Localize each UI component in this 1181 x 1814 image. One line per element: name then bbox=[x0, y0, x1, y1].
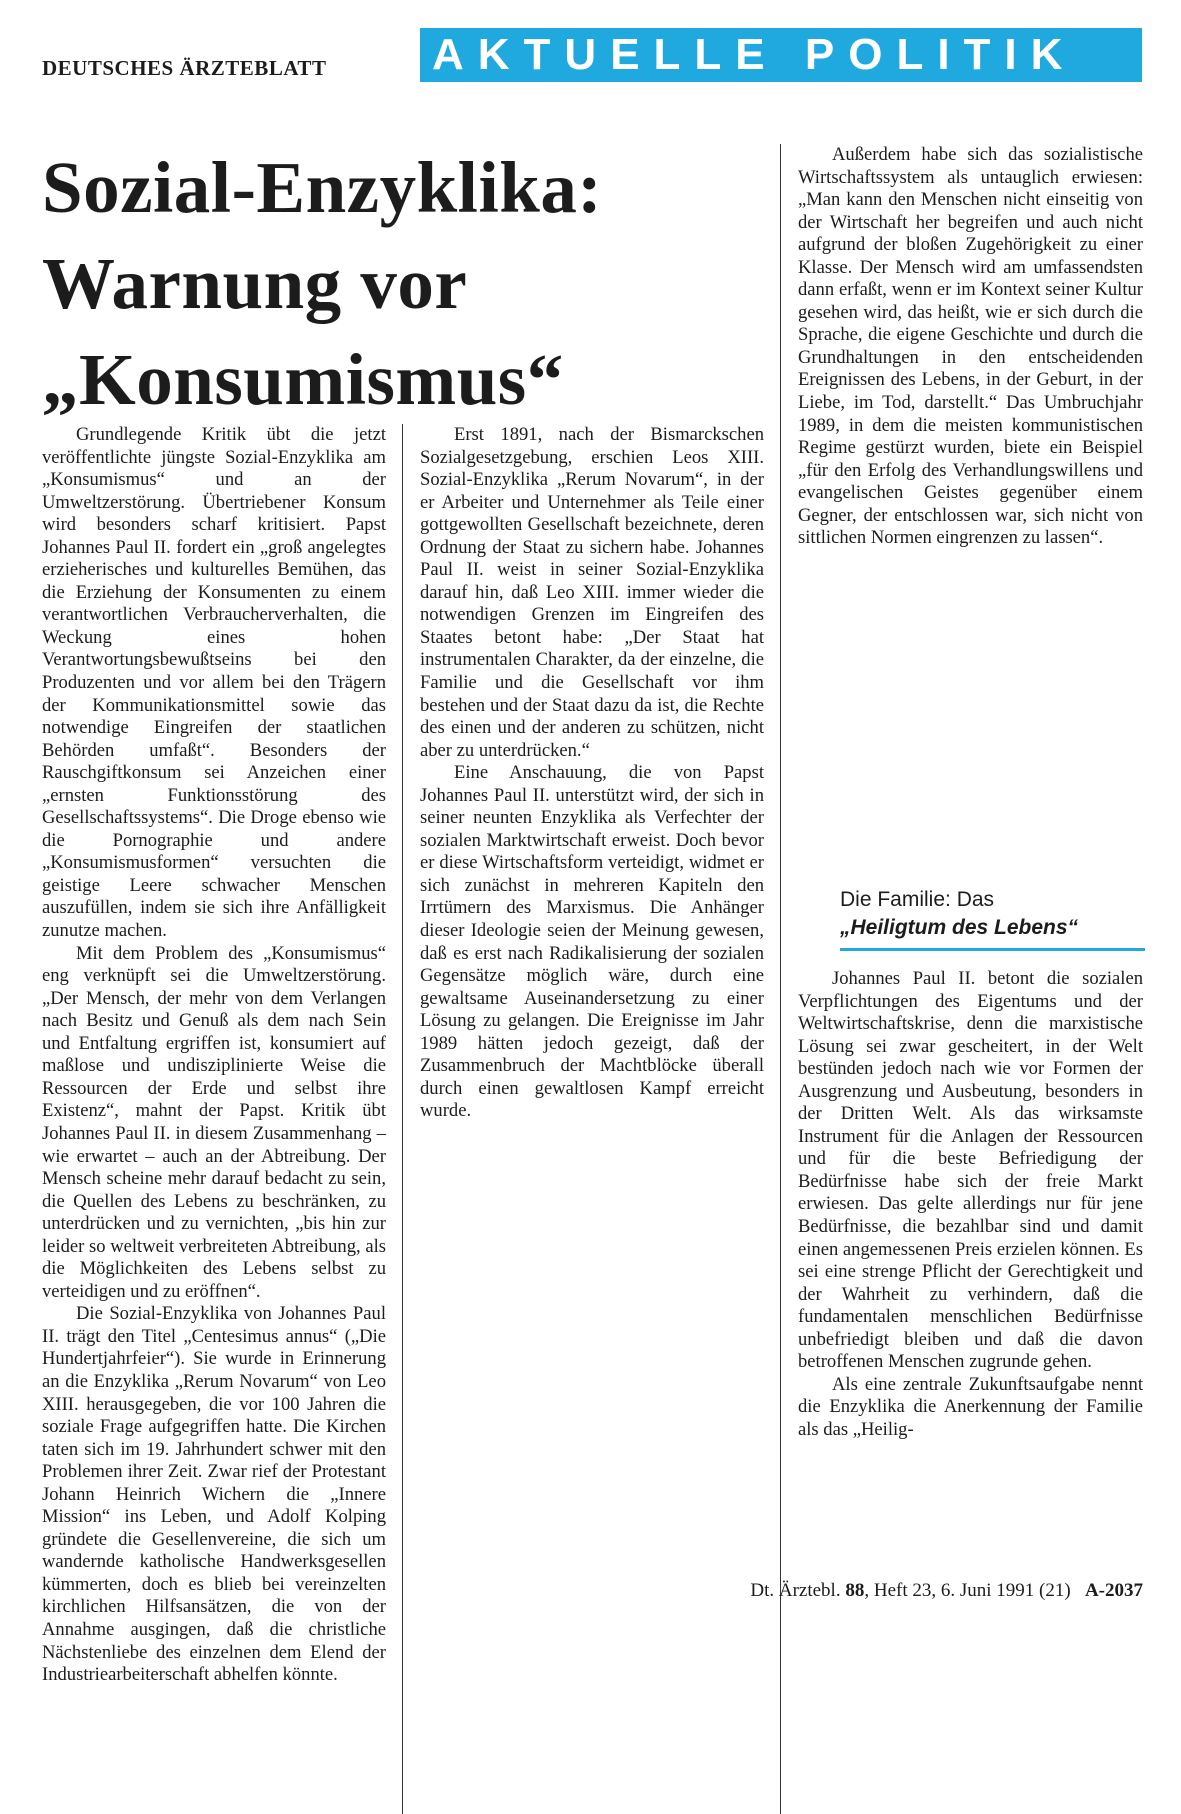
article-column-3 bbox=[798, 144, 1143, 550]
subheading-underline bbox=[840, 948, 1145, 951]
article-paragraph: Grundlegende Kritik übt die jetzt veröffentlichte jüngste Sozial-Enzyklika am „Konsumismus“ und an der Umweltzerstörung. Übertriebener Konsum wird besonders scharf kritisiert. Papst Johannes Paul II. fordert ein „groß angelegtes erzieherisches und kulturelles Bemühen, das die Erziehung der Konsumenten zu einem verantwortlichen Verbraucherverhalten, die Weckung eines hohen Verantwortungsbewußtseins bei den Produzenten und vor allem bei den Trägern der Kommunikationsmittel sowie das notwendige Eingreifen der staatlichen Behörden umfaßt“. Besonders der Rauschgiftkonsum sei Anzeichen einer „ernsten Funktionsstörung des Gesellschaftssystems“. Die Droge ebenso wie die Pornographie und andere „Konsumismusformen“ versuchten die geistige Leere schwacher Menschen auszufüllen, indem sie sich ihre Anfälligkeit zunutze machen. bbox=[42, 424, 386, 942]
article-paragraph: Außerdem habe sich das sozialistische Wirtschaftssystem als untauglich erwiesen: „Man kann den Menschen nicht einseitig von der Wirtschaft her begreifen und auch nicht aufgrund der bloßen Zugehörigkeit zu einer Klasse. Der Mensch wird am umfassendsten dann erfaßt, wenn er im Kontext seiner Kultur gesehen wird, das heißt, wie er sich durch die Sprache, die eigene Geschichte und durch die Grundhaltungen in den entscheidenden Ereignissen des Lebens, in der Geburt, in der Liebe, im Tod, darstellt.“ Das Umbruchjahr 1989, in dem die meisten kommunistischen Regime gestürzt wurden, biete ein Beispiel „für den Erfolg des Verhandlungswillens und evangelischen Geistes gegenüber einem Gegner, der entschlossen war, sich nicht von sittlichen Normen eingrenzen zu lassen“. bbox=[798, 144, 1143, 549]
article-paragraph: Erst 1891, nach der Bismarckschen Sozialgesetzgebung, erschien Leos XIII. Sozial-Enzyklika „Rerum Novarum“, in der er Arbeiter und Unternehmer als Teile einer gottgewollten Gesellschaft bezeichnete, deren Ordnung der Staat zu sichern habe. Johannes Paul II. weist in seiner Sozial-Enzyklika darauf hin, daß Leo XIII. immer wieder die notwendigen Grenzen im Eingreifen des Staates betont habe: „Der Staat hat instrumentalen Charakter, da der einzelne, die Familie und die Gesellschaft vor ihm bestehen und der Staat dazu da ist, die Rechte des einen und der anderen zu schützen, nicht aber zu unterdrücken.“ bbox=[420, 424, 764, 761]
subheading-line-2: „Heiligtum des Lebens“ bbox=[840, 916, 1079, 939]
headline-line-2: Warnung vor bbox=[42, 243, 468, 324]
article-column-2 bbox=[420, 424, 764, 1123]
section-subheading bbox=[840, 886, 1145, 942]
column-divider-1 bbox=[402, 424, 403, 1814]
subheading-line-1: Die Familie: Das bbox=[840, 888, 995, 911]
citation-prefix: Dt. Ärztebl. bbox=[750, 1580, 841, 1601]
headline-line-3: „Konsumismus“ bbox=[42, 339, 564, 420]
section-banner: AKTUELLE POLITIK bbox=[420, 28, 1142, 82]
article-paragraph: Die Sozial-Enzyklika von Johannes Paul II. trägt den Titel „Centesimus annus“ („Die Hundertjahrfeier“). Sie wurde in Erinnerung an die Enzyklika „Rerum Novarum“ von Leo XIII. herausgegeben, die vor 100 Jahren die soziale Frage aufgegriffen hatte. Die Kirchen taten sich im 19. Jahrhundert schwer mit den Problemen ihrer Zeit. Zwar rief der Protestant Johann Heinrich Wichern die „Innere Mission“ ins Leben, und Adolf Kolping gründete die Gesellenvereine, die sich um wandernde katholische Handwerksgesellen kümmerten, doch es blieb bei vereinzelten kirchlichen Hilfsansätzen, die von der Annahme ausgingen, daß die christliche Nächstenliebe des einzelnen dem Elend der Industriearbeiterschaft abhelfen könnte. bbox=[42, 1303, 386, 1686]
column-divider-2 bbox=[780, 144, 781, 1814]
headline-line-1: Sozial-Enzyklika: bbox=[42, 147, 603, 228]
article-paragraph: Johannes Paul II. betont die sozialen Verpflichtungen des Eigentums und der Weltwirtschaftskrise, denn die marxistische Lösung sei zwar gescheitert, in der Welt bestünden jedoch nach wie vor Formen der Ausgrenzung und Ausbeutung, besonders in der Dritten Welt. Als das wirksamste Instrument für die Anlagen der Ressourcen und für die beste Befriedigung der Bedürfnisse habe sich der freie Markt erwiesen. Das gelte allerdings nur für jene Bedürfnisse, die bezahlbar sind und damit einen angemessenen Preis erzielen können. Es sei eine strenge Pflicht der Gerechtigkeit und der Wahrheit zu verhindern, daß die fundamentalen menschlichen Bedürfnisse unbefriedigt bleiben und daß die davon betroffenen Menschen zugrunde gehen. bbox=[798, 968, 1143, 1373]
article-paragraph: Mit dem Problem des „Konsumismus“ eng verknüpft sei die Umweltzerstörung. „Der Mensch, der mehr von dem Verlangen nach Besitz und Genuß als dem nach Sein und Entfaltung ergriffen ist, konsumiert auf maßlose und undisziplinierte Weise die Ressourcen der Erde und selbst ihre Existenz“, mahnt der Papst. Kritik übt Johannes Paul II. in diesem Zusammenhang – wie erwartet – auch an der Abtreibung. Der Mensch scheine mehr darauf bedacht zu sein, die Quellen des Lebens zu beschränken, zu unterdrücken und zu vernichten, „bis hin zur leider so weltweit verbreiteten Abtreibung, als die Möglichkeiten des Lebens selbst zu verteidigen und zu eröffnen“. bbox=[42, 942, 386, 1302]
page-number: A-2037 bbox=[1084, 1580, 1143, 1601]
article-column-3-continued bbox=[798, 968, 1143, 1441]
article-paragraph: Eine Anschauung, die von Papst Johannes Paul II. unterstützt wird, der sich in seiner neunten Enzyklika als Verfechter der sozialen Marktwirtschaft erweist. Doch bevor er diese Wirtschaftsform verteidigt, widmet er sich zunächst in mehreren Kapiteln den Irrtümern des Marxismus. Die Anhänger dieser Ideologie seien der Meinung gewesen, daß es erst nach Radikalisierung der sozialen Gegensätze möglich wäre, durch eine gewaltsame Auseinandersetzung zu einer Lösung zu gelangen. Die Ereignisse im Jahr 1989 hätten jedoch gezeigt, daß der Zusammenbruch der Machtblöcke überall durch einen gewaltlosen Kampf erreicht wurde. bbox=[420, 762, 764, 1122]
article-column-1 bbox=[42, 424, 386, 1687]
headline bbox=[42, 140, 762, 428]
citation-suffix: , Heft 23, 6. Juni 1991 (21) bbox=[864, 1580, 1071, 1601]
article-paragraph: Als eine zentrale Zukunftsaufgabe nennt die Enzyklika die Anerkennung der Familie als das „Heilig- bbox=[798, 1373, 1143, 1440]
journal-name: DEUTSCHES ÄRZTEBLATT bbox=[42, 56, 327, 80]
page-footer bbox=[750, 1580, 1143, 1602]
citation-volume: 88 bbox=[845, 1580, 865, 1601]
